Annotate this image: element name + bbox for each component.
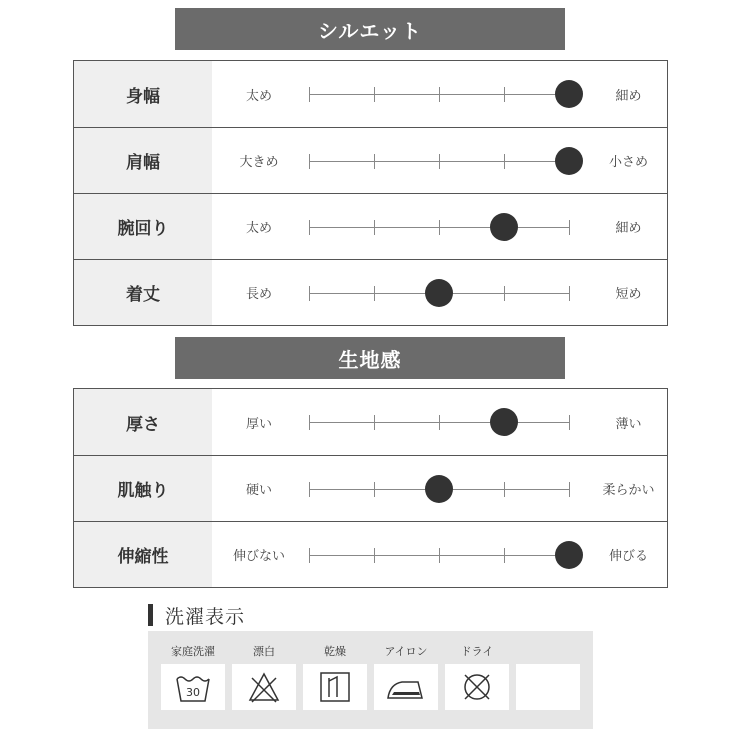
care-item-dry (303, 631, 367, 729)
texture-table (73, 388, 668, 588)
scale-right-label: 伸びる (608, 549, 648, 564)
scale-tick (504, 548, 505, 563)
scale-left-label: 大きめ (239, 155, 279, 170)
line-dry-icon (303, 664, 367, 710)
scale-tick (504, 154, 505, 169)
scale-marker (490, 408, 518, 436)
scale-marker (425, 279, 453, 307)
scale-tick (439, 415, 440, 430)
row-label: 肌触り (74, 456, 212, 521)
silhouette-title: シルエット (317, 18, 423, 43)
scale-tick (309, 220, 310, 235)
rating-row (74, 455, 667, 521)
scale-right-label: 細め (615, 88, 642, 104)
scale-tick (569, 286, 570, 301)
empty-care-slot (516, 664, 580, 710)
care-label: 乾燥 (324, 645, 346, 658)
no-bleach-icon (232, 664, 296, 710)
washing-heading (148, 603, 245, 627)
rating-row (74, 521, 667, 587)
texture-header (175, 337, 565, 379)
scale-tick (309, 286, 310, 301)
scale-tick (439, 548, 440, 563)
scale-tick (569, 415, 570, 430)
heading-bar (148, 604, 153, 626)
scale-tick (374, 154, 375, 169)
scale-tick (309, 482, 310, 497)
scale-left-label: 太め (245, 88, 272, 104)
scale-tick (439, 154, 440, 169)
scale-tick (374, 482, 375, 497)
scale-left-label: 硬い (245, 483, 272, 498)
care-item-dry-clean (445, 631, 509, 729)
care-label: アイロン (384, 645, 428, 658)
row-label: 肩幅 (74, 128, 212, 193)
row-label: 身幅 (74, 61, 212, 127)
care-item-home-wash (161, 631, 225, 729)
care-item-bleach (232, 631, 296, 729)
scale-tick (439, 87, 440, 102)
row-label: 厚さ (74, 389, 212, 455)
scale-right-label: 薄い (615, 416, 642, 432)
rating-row (74, 61, 667, 127)
scale-left-label: 長め (245, 287, 272, 302)
care-label-panel (148, 631, 593, 729)
row-label: 伸縮性 (74, 522, 212, 587)
wash-temp-text: 30 (186, 686, 200, 699)
scale-marker (555, 147, 583, 175)
no-dry-clean-icon (445, 664, 509, 710)
scale-tick (439, 220, 440, 235)
scale-tick (504, 286, 505, 301)
scale-marker (490, 213, 518, 241)
scale-tick (309, 415, 310, 430)
rating-row (74, 259, 667, 325)
iron-icon (374, 664, 438, 710)
rating-row (74, 389, 667, 455)
scale-tick (569, 482, 570, 497)
scale-right-label: 短め (615, 287, 642, 302)
scale-left-label: 伸びない (232, 549, 285, 564)
scale-tick (374, 548, 375, 563)
scale-marker (555, 541, 583, 569)
washing-title: 洗濯表示 (165, 605, 246, 628)
row-label: 腕回り (74, 194, 212, 259)
wash-tub-30-icon (161, 664, 225, 710)
scale-tick (309, 154, 310, 169)
scale-tick (374, 87, 375, 102)
row-label: 着丈 (74, 260, 212, 325)
silhouette-header (175, 8, 565, 50)
scale-marker (425, 475, 453, 503)
scale-left-label: 厚い (245, 416, 272, 432)
scale-tick (569, 220, 570, 235)
scale-right-label: 柔らかい (602, 483, 655, 498)
care-label: 漂白 (253, 645, 275, 658)
scale-tick (374, 286, 375, 301)
care-item-iron (374, 631, 438, 729)
scale-right-label: 小さめ (608, 155, 648, 170)
silhouette-table (73, 60, 668, 326)
scale-tick (504, 87, 505, 102)
scale-tick (309, 548, 310, 563)
scale-tick (374, 415, 375, 430)
scale-marker (555, 80, 583, 108)
scale-right-label: 細め (615, 221, 642, 236)
scale-left-label: 太め (245, 221, 272, 236)
rating-row (74, 193, 667, 259)
scale-tick (504, 482, 505, 497)
care-label: 家庭洗濯 (171, 645, 215, 658)
care-label: ドライ (460, 645, 494, 658)
rating-row (74, 127, 667, 193)
texture-title: 生地感 (338, 347, 402, 372)
care-item-empty (516, 631, 580, 729)
scale-tick (309, 87, 310, 102)
scale-tick (374, 220, 375, 235)
